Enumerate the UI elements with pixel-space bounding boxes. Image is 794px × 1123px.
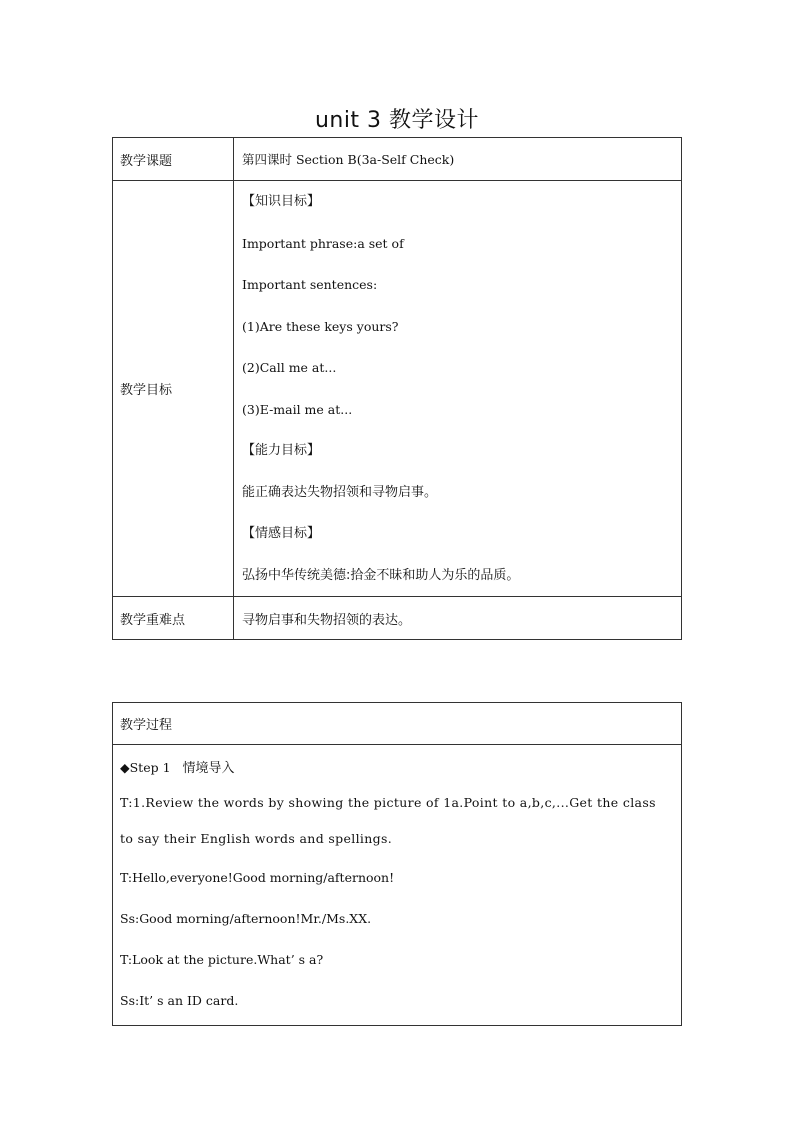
step-heading	[120, 753, 673, 783]
process-paragraph: T:1.Review the words by showing the picture of 1a.Point to a,b,c,...Get the class to say their English words and spellings.	[120, 795, 656, 846]
dialogue-line: Ss:Good morning/afternoon!Mr./Ms.XX.	[120, 911, 372, 926]
objective-line: Important phrase:a set of	[242, 235, 404, 251]
key-points-label: 教学重难点	[113, 597, 234, 640]
topic-label: 教学课题	[113, 138, 234, 181]
process-header: 教学过程	[113, 703, 682, 745]
key-points-value: 寻物启事和失物招领的表达。	[234, 597, 682, 640]
process-body-row	[113, 745, 682, 1026]
dialogue-line: Ss:It’ s an ID card.	[120, 993, 239, 1008]
dialogue-line: T:Hello,everyone!Good morning/afternoon!	[120, 870, 395, 885]
emotion-goal-heading: 【情感目标】	[242, 526, 321, 541]
knowledge-goal-heading: 【知识目标】	[242, 194, 321, 209]
objective-line: 弘扬中华传统美德:拾金不昧和助人为乐的品质。	[242, 567, 520, 583]
objective-line: 能正确表达失物招领和寻物启事。	[242, 484, 438, 500]
lesson-info-table	[112, 137, 682, 640]
objectives-content	[234, 181, 682, 597]
topic-row	[113, 138, 682, 181]
dialogue-line: T:Look at the picture.What’ s a?	[120, 952, 324, 967]
objective-line: (2)Call me at...	[242, 360, 337, 375]
document-title: unit 3 教学设计	[314, 108, 480, 133]
process-body	[113, 745, 682, 1026]
teaching-process-table	[112, 702, 682, 1026]
step-prefix: ◆Step 1	[120, 760, 171, 775]
key-points-row	[113, 597, 682, 640]
topic-value: 第四课时 Section B(3a-Self Check)	[234, 138, 682, 181]
ability-goal-heading: 【能力目标】	[242, 443, 321, 458]
objective-line: (1)Are these keys yours?	[242, 318, 399, 334]
objectives-row	[113, 181, 682, 597]
objective-line: (3)E-mail me at...	[242, 401, 353, 417]
step-title: 情境导入	[182, 761, 235, 776]
objective-line: Important sentences:	[242, 277, 378, 292]
process-header-row	[113, 703, 682, 745]
objectives-label: 教学目标	[113, 181, 234, 597]
